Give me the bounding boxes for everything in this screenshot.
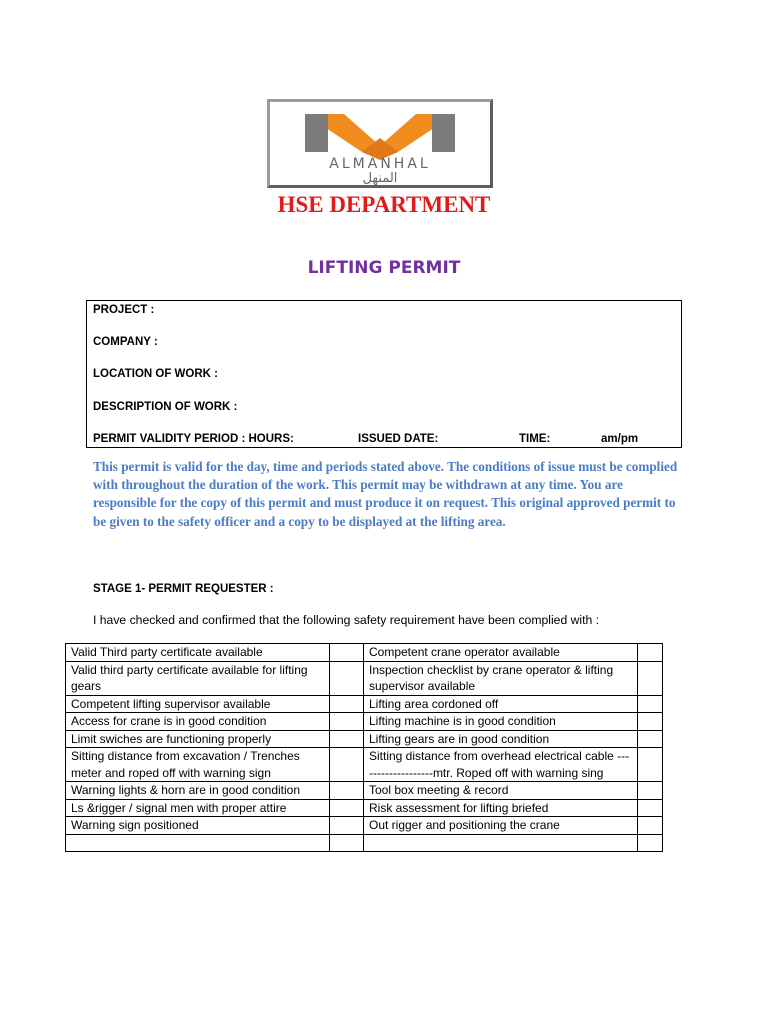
- checklist-item: Warning lights & horn are in good condition: [66, 782, 330, 800]
- stage-title: STAGE 1- PERMIT REQUESTER :: [93, 583, 274, 595]
- checklist-item: Competent crane operator available: [364, 644, 638, 662]
- safety-checklist-table: [65, 643, 663, 852]
- issued-date-field[interactable]: ISSUED DATE:: [358, 433, 439, 445]
- department-title: HSE DEPARTMENT: [277, 192, 491, 217]
- checklist-checkbox[interactable]: [638, 730, 663, 748]
- table-row: [66, 713, 663, 731]
- checklist-checkbox[interactable]: [330, 799, 364, 817]
- checklist-checkbox[interactable]: [330, 782, 364, 800]
- checklist-checkbox[interactable]: [638, 748, 663, 782]
- table-row: [66, 661, 663, 695]
- checklist-checkbox[interactable]: [330, 730, 364, 748]
- checklist-checkbox[interactable]: [638, 695, 663, 713]
- checklist-checkbox[interactable]: [638, 713, 663, 731]
- checklist-item: Tool box meeting & record: [364, 782, 638, 800]
- company-logo: [267, 99, 493, 188]
- checklist-item: Valid Third party certificate available: [66, 644, 330, 662]
- project-field[interactable]: PROJECT :: [93, 304, 155, 316]
- checklist-item: Access for crane is in good condition: [66, 713, 330, 731]
- checklist-item: Sitting distance from excavation / Trenches meter and roped off with warning sign: [66, 748, 330, 782]
- checklist-checkbox[interactable]: [638, 782, 663, 800]
- location-field[interactable]: LOCATION OF WORK :: [93, 368, 218, 380]
- checklist-item: [364, 834, 638, 851]
- checklist-item: Valid third party certificate available for lifting gears: [66, 661, 330, 695]
- checklist-item: Inspection checklist by crane operator & lifting supervisor available: [364, 661, 638, 695]
- checklist-checkbox[interactable]: [638, 799, 663, 817]
- checklist-item: Out rigger and positioning the crane: [364, 817, 638, 835]
- checklist-checkbox[interactable]: [330, 748, 364, 782]
- table-row: [66, 817, 663, 835]
- checklist-item: Competent lifting supervisor available: [66, 695, 330, 713]
- checklist-item: Risk assessment for lifting briefed: [364, 799, 638, 817]
- checklist-checkbox[interactable]: [330, 695, 364, 713]
- checklist-checkbox[interactable]: [330, 834, 364, 851]
- checklist-checkbox[interactable]: [638, 834, 663, 851]
- validity-hours-field[interactable]: PERMIT VALIDITY PERIOD : HOURS:: [93, 433, 294, 445]
- table-row: [66, 695, 663, 713]
- table-row: [66, 644, 663, 662]
- checklist-item: [66, 834, 330, 851]
- table-row: [66, 730, 663, 748]
- company-field[interactable]: COMPANY :: [93, 336, 158, 348]
- time-field[interactable]: TIME:: [519, 433, 551, 445]
- checklist-item: Warning sign positioned: [66, 817, 330, 835]
- logo-arabic-text: المنهل: [362, 171, 398, 185]
- checklist-checkbox[interactable]: [638, 644, 663, 662]
- logo-m-left-leg: [305, 114, 328, 152]
- table-row: [66, 748, 663, 782]
- logo-m-right-leg: [432, 114, 455, 152]
- checklist-checkbox[interactable]: [330, 817, 364, 835]
- checklist-checkbox[interactable]: [330, 713, 364, 731]
- checklist-item: Lifting area cordoned off: [364, 695, 638, 713]
- checklist-checkbox[interactable]: [330, 644, 364, 662]
- permit-title: LIFTING PERMIT: [307, 258, 461, 278]
- checklist-checkbox[interactable]: [330, 661, 364, 695]
- description-field[interactable]: DESCRIPTION OF WORK :: [93, 401, 238, 413]
- logo-latin-text: ALMANHAL: [329, 156, 431, 172]
- checklist-checkbox[interactable]: [638, 661, 663, 695]
- table-row: [66, 782, 663, 800]
- table-row: [66, 799, 663, 817]
- table-row: [66, 834, 663, 851]
- ampm-label: am/pm: [601, 433, 639, 445]
- permit-info-box: [86, 300, 682, 448]
- checklist-item: Lifting machine is in good condition: [364, 713, 638, 731]
- checklist-item: Limit swiches are functioning properly: [66, 730, 330, 748]
- checklist-item: Ls &rigger / signal men with proper attire: [66, 799, 330, 817]
- stage-intro: I have checked and confirmed that the following safety requirement have been complied with :: [93, 613, 600, 627]
- almanhal-logo-graphic: [270, 102, 490, 185]
- checklist-item: Sitting distance from overhead electrical cable -------------------mtr. Roped off with warning sing: [364, 748, 638, 782]
- permit-notice: This permit is valid for the day, time and periods stated above. The conditions of issue must be complied with throughout the duration of the work. This permit may be withdrawn at any time. You are responsible for the copy of this permit and must produce it on request. This original approved permit to be given to the safety officer and a copy to be displayed at the lifting area.: [93, 459, 678, 529]
- checklist-item: Lifting gears are in good condition: [364, 730, 638, 748]
- checklist-checkbox[interactable]: [638, 817, 663, 835]
